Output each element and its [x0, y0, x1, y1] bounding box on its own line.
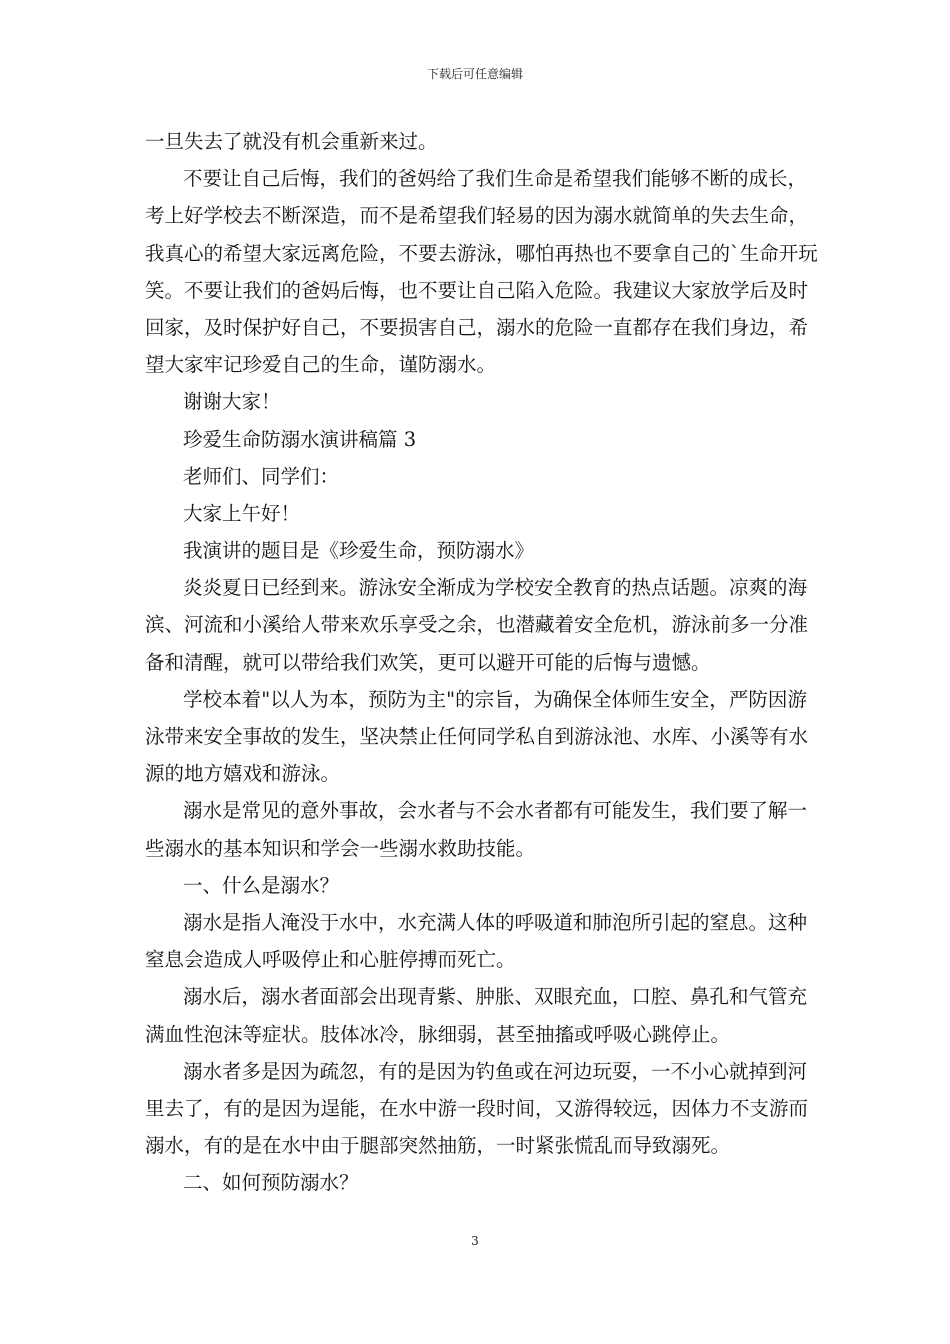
- text-line: 回家，及时保护好自己，不要损害自己，溺水的危险一直都存在我们身边，希: [145, 315, 809, 339]
- text-line: 溺水，有的是在水中由于腿部突然抽筋，一时紧张慌乱而导致溺死。: [145, 1134, 731, 1158]
- text-line: 学校本着"以人为本，预防为主"的宗旨，为确保全体师生安全，严防因游: [183, 687, 807, 711]
- text-line: 源的地方嬉戏和游泳。: [145, 762, 341, 786]
- text-line: 泳带来安全事故的发生，坚决禁止任何同学私自到游泳池、水库、小溪等有水: [145, 725, 809, 748]
- text-line: 溺水是指人淹没于水中，水充满人体的呼吸道和肺泡所引起的窒息。这种: [183, 910, 808, 934]
- text-line: 谢谢大家！: [183, 390, 281, 414]
- text-line: 窒息会造成人呼吸停止和心脏停搏而死亡。: [145, 948, 516, 972]
- text-line: 备和清醒，就可以带给我们欢笑，更可以避开可能的后悔与遗憾。: [145, 650, 711, 674]
- text-line: 不要让自己后悔，我们的爸妈给了我们生命是希望我们能够不断的成长，: [183, 167, 808, 191]
- text-line: 些溺水的基本知识和学会一些溺水救助技能。: [145, 836, 536, 860]
- text-line: 笑。不要让我们的爸妈后悔，也不要让自己陷入危险。我建议大家放学后及时: [145, 278, 809, 302]
- text-line: 一旦失去了就没有机会重新来过。: [145, 130, 438, 153]
- text-line: 溺水后，溺水者面部会出现青紫、肿胀、双眼充血，口腔、鼻孔和气管充: [183, 985, 808, 1009]
- text-line: 一、什么是溺水？: [183, 873, 340, 897]
- page-number: 3: [471, 1234, 479, 1248]
- page-header: 下载后可任意编辑: [426, 67, 523, 81]
- text-line: 珍爱生命防溺水演讲稿篇 3: [183, 427, 417, 451]
- text-line: 我演讲的题目是《珍爱生命，预防溺水》: [183, 539, 535, 563]
- text-line: 滨、河流和小溪给人带来欢乐享受之余，也潜藏着安全危机，游泳前多一分准: [145, 613, 809, 637]
- text-line: 里去了，有的是因为逞能，在水中游一段时间，又游得较远，因体力不支游而: [145, 1096, 809, 1120]
- document-body: [145, 123, 818, 1201]
- text-line: 满血性泡沫等症状。肢体冰冷，脉细弱，甚至抽搐或呼吸心跳停止。: [145, 1022, 731, 1046]
- text-line: 我真心的希望大家远离危险，不要去游泳，哪怕再热也不要拿自己的`生命开玩: [145, 241, 818, 265]
- text-line: 老师们、同学们：: [183, 464, 340, 488]
- text-line: 溺水是常见的意外事故，会水者与不会水者都有可能发生，我们要了解一: [183, 799, 808, 823]
- text-line: 炎炎夏日已经到来。游泳安全渐成为学校安全教育的热点话题。凉爽的海: [183, 576, 808, 600]
- text-line: 大家上午好！: [183, 501, 301, 525]
- text-line: 溺水者多是因为疏忽，有的是因为钓鱼或在河边玩耍，一不小心就掉到河: [183, 1059, 808, 1083]
- text-line: 二、如何预防溺水？: [183, 1171, 359, 1195]
- text-line: 考上好学校去不断深造，而不是希望我们轻易的因为溺水就简单的失去生命，: [145, 204, 809, 228]
- text-line: 望大家牢记珍爱自己的生命，谨防溺水。: [145, 353, 497, 377]
